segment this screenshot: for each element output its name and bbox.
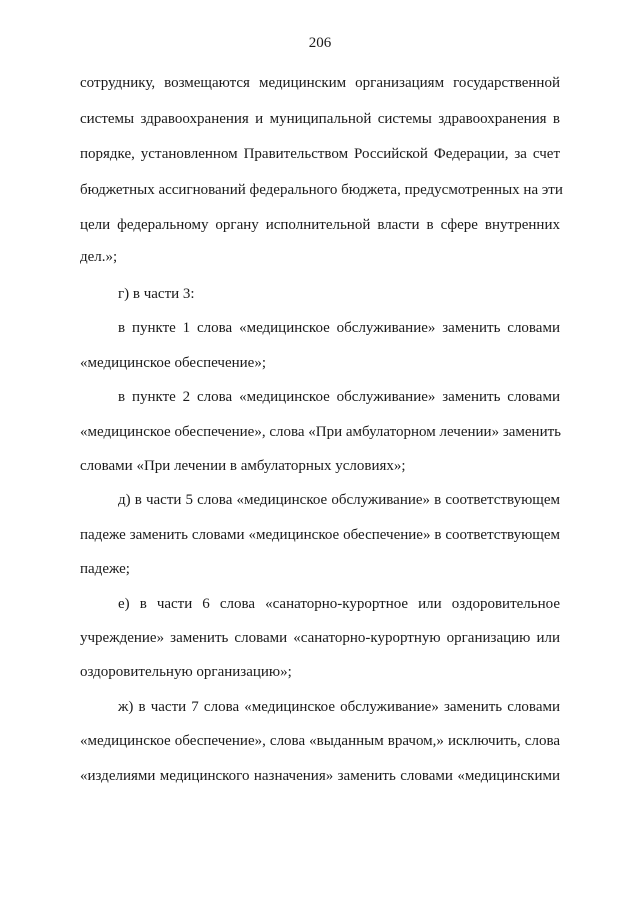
text-line: «медицинское обеспечение»; bbox=[80, 355, 266, 371]
text-line: е) в части 6 слова «санаторно-курортное или оздоровительное bbox=[118, 596, 560, 612]
text-line: в пункте 1 слова «медицинское обслуживание» заменить словами bbox=[118, 320, 560, 336]
text-line: учреждение» заменить словами «санаторно-курортную организацию или bbox=[80, 630, 560, 646]
text-line: падеже; bbox=[80, 561, 130, 577]
page-number: 206 bbox=[308, 35, 332, 51]
text-line: цели федеральному органу исполнительной власти в сфере внутренних bbox=[80, 217, 560, 233]
text-line: г) в части 3: bbox=[118, 286, 195, 302]
text-line: порядке, установленном Правительством Российской Федерации, за счет bbox=[80, 146, 560, 162]
text-line: «медицинское обеспечение», слова «выданным врачом,» исключить, слова bbox=[80, 733, 560, 749]
text-line: оздоровительную организацию»; bbox=[80, 664, 292, 680]
text-line: в пункте 2 слова «медицинское обслуживание» заменить словами bbox=[118, 389, 560, 405]
text-line: ж) в части 7 слова «медицинское обслуживание» заменить словами bbox=[118, 699, 560, 715]
text-line: словами «При лечении в амбулаторных условиях»; bbox=[80, 458, 406, 474]
text-line: дел.»; bbox=[80, 249, 118, 265]
text-line: падеже заменить словами «медицинское обеспечение» в соответствующем bbox=[80, 527, 560, 543]
text-line: системы здравоохранения и муниципальной системы здравоохранения в bbox=[80, 111, 560, 127]
text-line: «медицинское обеспечение», слова «При амбулаторном лечении» заменить bbox=[80, 424, 561, 440]
text-line: д) в части 5 слова «медицинское обслуживание» в соответствующем bbox=[118, 492, 560, 508]
text-line: бюджетных ассигнований федерального бюджета, предусмотренных на эти bbox=[80, 182, 563, 198]
text-line: сотруднику, возмещаются медицинским организациям государственной bbox=[80, 75, 560, 91]
text-line: «изделиями медицинского назначения» заменить словами «медицинскими bbox=[80, 768, 560, 784]
